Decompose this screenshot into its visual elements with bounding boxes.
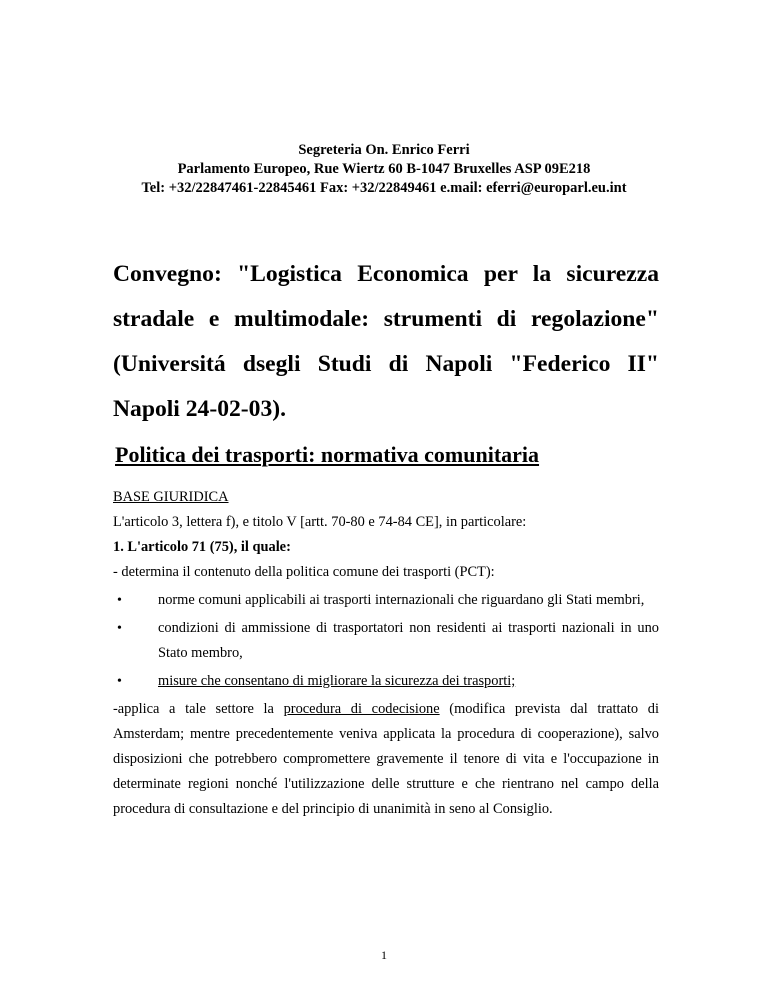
bullet-list [113, 588, 659, 694]
conference-title: Convegno: "Logistica Economica per la sicurezza stradale e multimodale: strumenti di regolazione" (Universitá dsegli Studi di Napoli "Federico II" Napoli 24-02-03). [113, 261, 659, 422]
bullet-icon: • [117, 674, 122, 689]
page-number: 1 [381, 948, 387, 962]
intro-paragraph: L'articolo 3, lettera f), e titolo V [artt. 70-80 e 74-84 CE], in particolare: [113, 514, 527, 530]
list-item-text: misure che consentano di migliorare la sicurezza dei trasporti; [158, 673, 516, 689]
article-heading: 1. L'articolo 71 (75), il quale: [113, 539, 291, 555]
codecisione-link: procedura di codecisione [283, 701, 440, 717]
section-title: Politica dei trasporti: normativa comunitaria [115, 442, 540, 467]
bullet-icon: • [117, 593, 122, 608]
list-item-text: condizioni di ammissione di trasportatori non residenti ai trasporti nazionali in uno Stato membro, [158, 620, 659, 661]
applica-paragraph [113, 697, 659, 822]
list-item-text: norme comuni applicabili ai trasporti internazionali che riguardano gli Stati membri, [158, 592, 645, 608]
bullet-icon: • [117, 621, 122, 636]
letterhead-office: Segreteria On. Enrico Ferri [298, 142, 470, 158]
list-item [113, 588, 659, 613]
applica-prefix: -applica a tale settore la [113, 701, 284, 717]
determina-paragraph: - determina il contenuto della politica comune dei trasporti (PCT): [113, 564, 495, 580]
document-body [113, 485, 659, 822]
letterhead-contacts: Tel: +32/22847461-22845461 Fax: +32/22849461 e.mail: eferri@europarl.eu.int [141, 180, 627, 196]
letterhead [0, 141, 768, 198]
list-item [113, 669, 659, 694]
base-heading: BASE GIURIDICA [113, 489, 229, 505]
list-item [113, 616, 659, 666]
applica-rest: (modifica prevista dal trattato di Amsterdam; mentre precedentemente veniva applicata la procedura di cooperazione), salvo disposizioni che potrebbero compromettere gravemente il tenore di vita e l'occupazione in determinate regioni nonché l'utilizzazione delle strutture e che rientrano nel campo della procedura di consultazione e del principio di unanimità in seno al Consiglio. [113, 701, 659, 817]
letterhead-address: Parlamento Europeo, Rue Wiertz 60 B-1047 Bruxelles ASP 09E218 [177, 161, 591, 177]
